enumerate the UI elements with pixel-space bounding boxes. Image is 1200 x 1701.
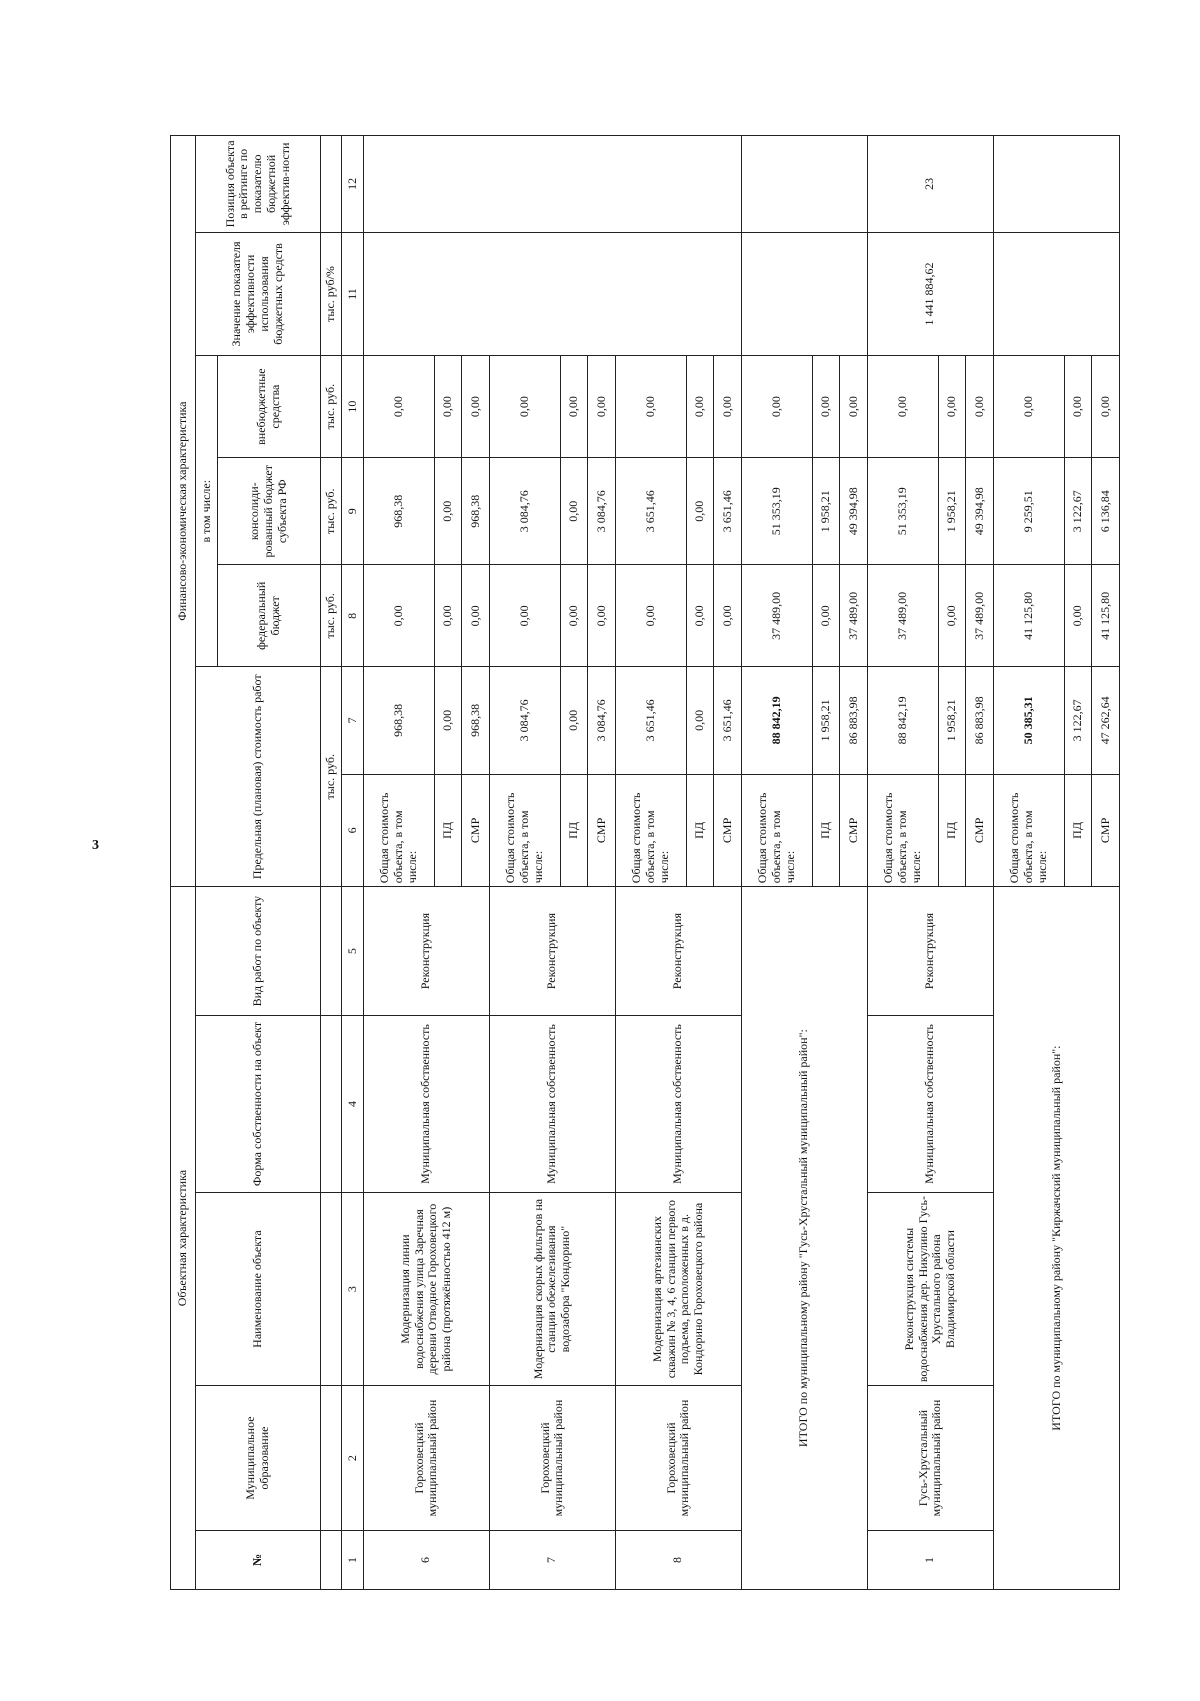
cell: 0,00 xyxy=(560,458,587,565)
cell: 3 084,76 xyxy=(489,667,560,774)
row-name: Модернизация артезианских скважин № 3, 4, 6 станции первого подъема, расположенных в д. Кондорино Гороховецкого района xyxy=(615,1193,741,1386)
colnum: 12 xyxy=(342,136,364,233)
cell: 0,00 xyxy=(840,356,867,458)
col-cost-header: Предельная (плановая) стоимость работ xyxy=(196,667,321,887)
row-num: 7 xyxy=(489,1531,615,1590)
colnum: 3 xyxy=(342,1193,364,1386)
col-fed-header: федеральный бюджет xyxy=(217,565,320,667)
cell: 3 122,67 xyxy=(1064,458,1091,565)
rank-value: 23 xyxy=(867,136,993,233)
col-cons-header: консолиди-рованный бюджет субъекта РФ xyxy=(217,458,320,565)
cell: 3 651,46 xyxy=(615,667,686,774)
row-worktype: Реконструкция xyxy=(363,887,489,1016)
cell: 3 084,76 xyxy=(588,458,615,565)
cell: 88 842,19 xyxy=(867,667,938,774)
row-pd-label: ПД xyxy=(686,774,713,887)
cell: 0,00 xyxy=(462,565,489,667)
eff-cell-empty xyxy=(741,232,867,355)
row-total-label: Общая стоимость объекта, в том числе: xyxy=(993,774,1064,887)
cell: 0,00 xyxy=(938,565,965,667)
cell: 0,00 xyxy=(938,356,965,458)
colnum: 9 xyxy=(342,458,364,565)
col-rank-header: Позиция объекта в рейтинге по показателю бюджетной эффектив-ности xyxy=(196,136,321,233)
row-worktype: Реконструкция xyxy=(489,887,615,1016)
row-smr-label: СМР xyxy=(966,774,993,887)
col-num-header: № xyxy=(196,1531,321,1590)
cell: 0,00 xyxy=(1064,356,1091,458)
row-smr-label: СМР xyxy=(588,774,615,887)
cell: 86 883,98 xyxy=(840,667,867,774)
col-ownership-header: Форма собственности на объект xyxy=(196,1016,321,1193)
cell: 49 394,98 xyxy=(840,458,867,565)
table-row xyxy=(363,136,434,1590)
row-pd-label: ПД xyxy=(1064,774,1091,887)
cell: 0,00 xyxy=(686,565,713,667)
cell: 0,00 xyxy=(489,356,560,458)
cell: 0,00 xyxy=(560,356,587,458)
col-worktype-header: Вид работ по объекту xyxy=(196,887,321,1016)
cell: 51 353,19 xyxy=(867,458,938,565)
eff-cell-empty xyxy=(363,232,741,355)
cell: 49 394,98 xyxy=(966,458,993,565)
cell: 0,00 xyxy=(867,356,938,458)
row-pd-label: ПД xyxy=(434,774,461,887)
row-name: Реконструкция системы водоснабжения дер. Никулино Гусь-Хрустального района Владимирской области xyxy=(867,1193,993,1386)
cell: 3 084,76 xyxy=(489,458,560,565)
row-mo: Гороховецкий муниципальный район xyxy=(489,1386,615,1531)
cell: 0,00 xyxy=(966,356,993,458)
object-table xyxy=(170,135,1120,1590)
cell: 6 136,84 xyxy=(1092,458,1120,565)
row-smr-label: СМР xyxy=(714,774,741,887)
cell: 3 651,46 xyxy=(615,458,686,565)
cell: 86 883,98 xyxy=(966,667,993,774)
cell: 41 125,80 xyxy=(993,565,1064,667)
row-total-label: Общая стоимость объекта, в том числе: xyxy=(363,774,434,887)
cell: 3 084,76 xyxy=(588,667,615,774)
row-pd-label: ПД xyxy=(812,774,839,887)
unit-cons: тыс. руб. xyxy=(320,458,342,565)
row-name: Модернизация скорых фильтров на станции обежелезивания водозабора "Кондорино" xyxy=(489,1193,615,1386)
cell: 968,38 xyxy=(462,667,489,774)
cell: 51 353,19 xyxy=(741,458,812,565)
cell: 0,00 xyxy=(812,356,839,458)
cell: 968,38 xyxy=(363,458,434,565)
cell: 0,00 xyxy=(434,458,461,565)
row-mo: Гусь-Хрустальный муниципальный район xyxy=(867,1386,993,1531)
cell: 968,38 xyxy=(462,458,489,565)
col-mo-header: Муниципальное образование xyxy=(196,1386,321,1531)
colnum: 1 xyxy=(342,1531,364,1590)
cell: 0,00 xyxy=(714,356,741,458)
cell: 3 122,67 xyxy=(1064,667,1091,774)
cell: 0,00 xyxy=(812,565,839,667)
cell: 88 842,19 xyxy=(741,667,812,774)
cell: 37 489,00 xyxy=(741,565,812,667)
row-ownership: Муниципальная собственность xyxy=(489,1016,615,1193)
rank-cell-empty xyxy=(993,136,1119,233)
row-worktype: Реконструкция xyxy=(867,887,993,1016)
cell: 3 651,46 xyxy=(714,458,741,565)
row-mo: Гороховецкий муниципальный район xyxy=(615,1386,741,1531)
row-smr-label: СМР xyxy=(462,774,489,887)
cell: 3 651,46 xyxy=(714,667,741,774)
colnum: 6 xyxy=(342,774,364,887)
colnum: 2 xyxy=(342,1386,364,1531)
total-gus-label: ИТОГО по муниципальному району "Гусь-Хрустальный муниципальный район": xyxy=(741,887,867,1590)
rotated-table-wrapper xyxy=(170,135,1120,1590)
cell: 50 385,31 xyxy=(993,667,1064,774)
cell: 0,00 xyxy=(615,565,686,667)
table-row xyxy=(867,136,938,1590)
cell: 0,00 xyxy=(615,356,686,458)
cell: 0,00 xyxy=(560,565,587,667)
cell: 0,00 xyxy=(1092,356,1120,458)
row-total-label: Общая стоимость объекта, в том числе: xyxy=(741,774,812,887)
cell: 0,00 xyxy=(741,356,812,458)
row-num: 6 xyxy=(363,1531,489,1590)
cell: 0,00 xyxy=(363,356,434,458)
group-finance-header: Финансово-экономическая характеристика xyxy=(171,136,196,887)
row-ownership: Муниципальная собственность xyxy=(363,1016,489,1193)
group-object-header: Объектная характеристика xyxy=(171,887,196,1590)
cell: 41 125,80 xyxy=(1092,565,1120,667)
row-total-label: Общая стоимость объекта, в том числе: xyxy=(489,774,560,887)
cell: 0,00 xyxy=(489,565,560,667)
colnum: 11 xyxy=(342,232,364,355)
cell: 37 489,00 xyxy=(840,565,867,667)
rank-cell-empty xyxy=(363,136,741,233)
cell: 1 958,21 xyxy=(812,458,839,565)
row-worktype: Реконструкция xyxy=(615,887,741,1016)
colnum: 5 xyxy=(342,887,364,1016)
eff-value: 1 441 884,62 xyxy=(867,232,993,355)
cell: 0,00 xyxy=(434,356,461,458)
cell: 1 958,21 xyxy=(938,458,965,565)
cell: 37 489,00 xyxy=(867,565,938,667)
colnum: 10 xyxy=(342,356,364,458)
row-total-label: Общая стоимость объекта, в том числе: xyxy=(615,774,686,887)
row-total-label: Общая стоимость объекта, в том числе: xyxy=(867,774,938,887)
unit-eff: тыс. руб/% xyxy=(320,232,342,355)
cell: 0,00 xyxy=(588,356,615,458)
row-pd-label: ПД xyxy=(938,774,965,887)
col-eff-header: Значение показателя эффективности использования бюджетных средств xyxy=(196,232,321,355)
eff-cell-empty xyxy=(993,232,1119,355)
cell: 0,00 xyxy=(686,356,713,458)
unit-cost: тыс. руб. xyxy=(320,667,342,887)
page-number: 3 xyxy=(92,838,99,853)
row-smr-label: СМР xyxy=(840,774,867,887)
row-ownership: Муниципальная собственность xyxy=(615,1016,741,1193)
cell: 9 259,51 xyxy=(993,458,1064,565)
cell: 1 958,21 xyxy=(812,667,839,774)
unit-extra: тыс. руб. xyxy=(320,356,342,458)
col-extra-header: внебюджетные средства xyxy=(217,356,320,458)
cell: 47 262,64 xyxy=(1092,667,1120,774)
row-ownership: Муниципальная собственность xyxy=(867,1016,993,1193)
col-name-header: Наименование объекта xyxy=(196,1193,321,1386)
unit-fed: тыс. руб. xyxy=(320,565,342,667)
row-num: 8 xyxy=(615,1531,741,1590)
row-mo: Гороховецкий муниципальный район xyxy=(363,1386,489,1531)
cell: 0,00 xyxy=(363,565,434,667)
row-smr-label: СМР xyxy=(1092,774,1120,887)
total-kirzh-label: ИТОГО по муниципальному району "Киржачский муниципальный район": xyxy=(993,887,1119,1590)
cell: 0,00 xyxy=(560,667,587,774)
cell: 1 958,21 xyxy=(938,667,965,774)
cell: 0,00 xyxy=(686,458,713,565)
row-name: Модернизация линии водоснабжения улица Заречная деревни Отводное Гороховецкого района (протяжённостью 412 м) xyxy=(363,1193,489,1386)
colnum: 4 xyxy=(342,1016,364,1193)
cell: 0,00 xyxy=(462,356,489,458)
cell: 0,00 xyxy=(434,667,461,774)
colnum: 8 xyxy=(342,565,364,667)
cell: 0,00 xyxy=(686,667,713,774)
col-incl-header: в том числе: xyxy=(196,356,218,667)
cell: 37 489,00 xyxy=(966,565,993,667)
row-pd-label: ПД xyxy=(560,774,587,887)
cell: 968,38 xyxy=(363,667,434,774)
cell: 0,00 xyxy=(993,356,1064,458)
row-num: 1 xyxy=(867,1531,993,1590)
cell: 0,00 xyxy=(434,565,461,667)
cell: 0,00 xyxy=(1064,565,1091,667)
cell: 0,00 xyxy=(588,565,615,667)
rank-cell-empty xyxy=(741,136,867,233)
colnum: 7 xyxy=(342,667,364,774)
total-row xyxy=(993,136,1064,1590)
total-row xyxy=(741,136,812,1590)
cell: 0,00 xyxy=(714,565,741,667)
